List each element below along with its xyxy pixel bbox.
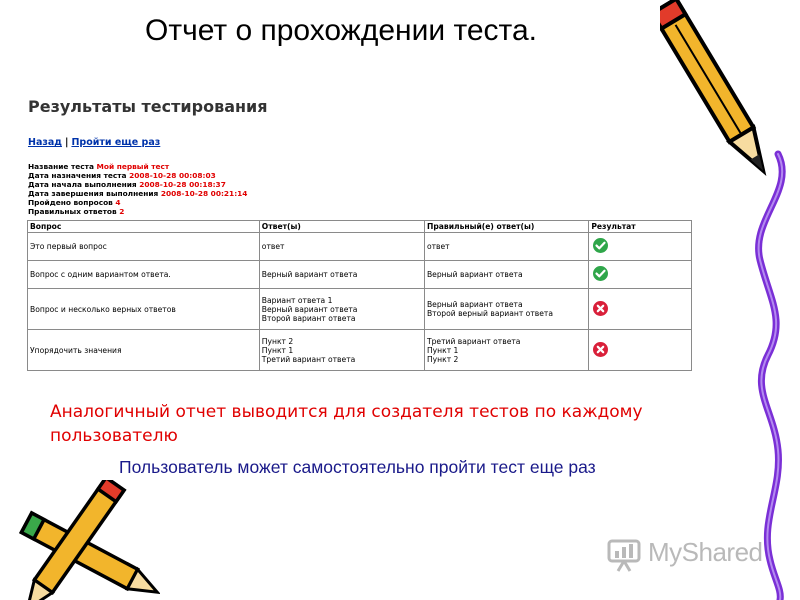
answer-cell: Верный вариант ответа xyxy=(259,261,424,289)
question-cell: Это первый вопрос xyxy=(28,233,260,261)
check-icon xyxy=(593,266,608,281)
back-link[interactable]: Назад xyxy=(28,137,62,148)
result-cell xyxy=(589,330,692,371)
retry-note: Пользователь может самостоятельно пройти тест еще раз xyxy=(119,457,596,477)
nav-separator: | xyxy=(64,137,69,148)
info-row: Правильных ответов 2 xyxy=(28,207,125,216)
table-header-row xyxy=(28,221,692,233)
table-row xyxy=(28,233,692,261)
table-row xyxy=(28,261,692,289)
check-icon xyxy=(593,238,608,253)
answer-cell: ответ xyxy=(259,233,424,261)
crossed-pencils-icon xyxy=(0,480,160,600)
result-cell xyxy=(589,233,692,261)
table-row xyxy=(28,289,692,330)
cross-icon xyxy=(593,342,608,357)
report-title: Результаты тестирования xyxy=(28,97,268,116)
correct-answer-cell: Верный вариант ответа Второй верный вариант ответа xyxy=(424,289,588,330)
result-cell xyxy=(589,289,692,330)
logo-text: MyShared xyxy=(648,537,763,567)
info-row: Название теста Мой первый тест xyxy=(28,162,170,171)
correct-answer-cell: Верный вариант ответа xyxy=(424,261,588,289)
myshared-logo xyxy=(606,535,766,575)
creator-report-note: Аналогичный отчет выводится для создателя тестов по каждому пользователю xyxy=(50,402,643,446)
retry-link[interactable]: Пройти еще раз xyxy=(71,137,161,148)
info-row: Дата завершения выполнения 2008-10-28 00:21:14 xyxy=(28,189,248,198)
logo-mark-icon xyxy=(606,535,644,573)
slide-title: Отчет о прохождении теста. xyxy=(145,14,537,47)
table-row xyxy=(28,330,692,371)
info-row: Пройдено вопросов 4 xyxy=(28,198,121,207)
decorative-squiggle xyxy=(730,150,800,600)
answer-cell: Вариант ответа 1 Верный вариант ответа Второй вариант ответа xyxy=(259,289,424,330)
question-cell: Вопрос и несколько верных ответов xyxy=(28,289,260,330)
results-table xyxy=(27,220,692,371)
result-cell xyxy=(589,261,692,289)
test-info xyxy=(28,162,247,216)
answer-cell: Пункт 2 Пункт 1 Третий вариант ответа xyxy=(259,330,424,371)
report-nav xyxy=(28,137,160,148)
correct-answer-cell: Третий вариант ответа Пункт 1 Пункт 2 xyxy=(424,330,588,371)
correct-answer-cell: ответ xyxy=(424,233,588,261)
column-header: Ответ(ы) xyxy=(259,221,424,233)
cross-icon xyxy=(593,301,608,316)
column-header: Результат xyxy=(589,221,692,233)
column-header: Правильный(е) ответ(ы) xyxy=(424,221,588,233)
info-row: Дата назначения теста 2008-10-28 00:08:03 xyxy=(28,171,216,180)
question-cell: Упорядочить значения xyxy=(28,330,260,371)
column-header: Вопрос xyxy=(28,221,260,233)
info-row: Дата начала выполнения 2008-10-28 00:18:37 xyxy=(28,180,226,189)
question-cell: Вопрос с одним вариантом ответа. xyxy=(28,261,260,289)
